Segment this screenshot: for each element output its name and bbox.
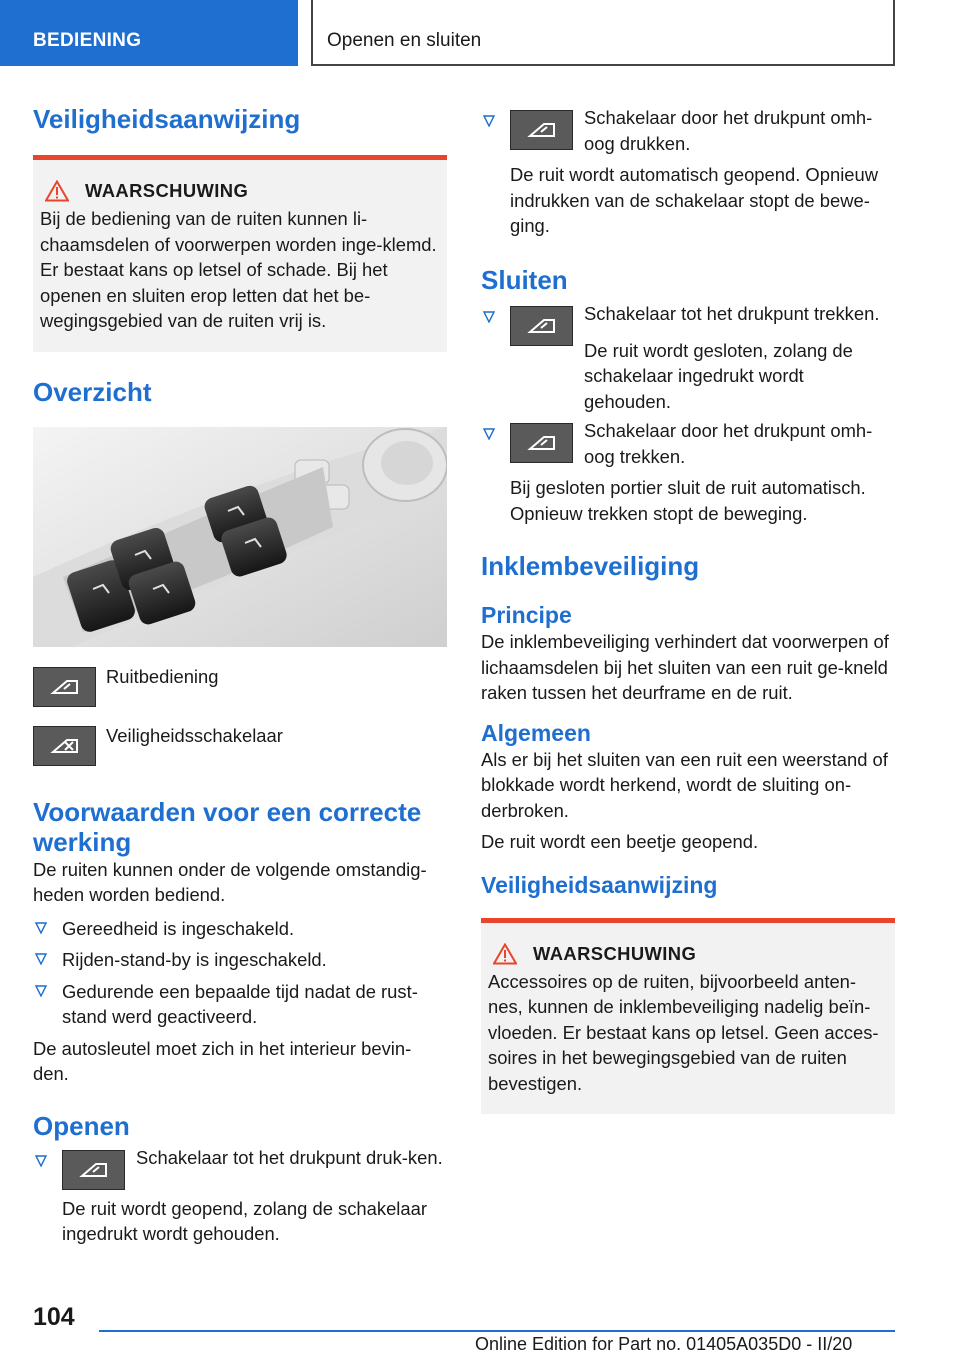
bullet-triangle-icon	[35, 953, 47, 965]
right-column	[481, 96, 895, 1114]
general-heading: Algemeen	[481, 719, 591, 746]
safety-switch-icon	[33, 726, 96, 766]
bullet-triangle-icon	[35, 985, 47, 997]
open-heading: Openen	[33, 1110, 130, 1141]
page-title-box	[311, 0, 895, 66]
page-title: Openen en sluiten	[327, 30, 482, 51]
warning-title: WAARSCHUWING	[533, 942, 697, 964]
left-column	[33, 96, 447, 1247]
principle-text: De inklembeveiliging verhindert dat voorwerpen of lichaamsdelen bij het sluiten van een ruit ge-kneld raken tussen het deurframe en de ruit.	[481, 631, 889, 703]
conditions-intro: De ruiten kunnen onder de volgende omstandig-heden worden bediend.	[33, 858, 427, 905]
conditions-heading: Voorwaarden voor een correcte werking	[33, 796, 422, 857]
list-item	[481, 302, 895, 415]
bullet-triangle-icon	[35, 1155, 47, 1167]
step-result: Bij gesloten portier sluit de ruit automatisch. Opnieuw trekken stopt de beweging.	[510, 477, 866, 524]
list-item	[481, 422, 895, 526]
step-action: Schakelaar tot het drukpunt trekken.	[584, 302, 880, 324]
window-switch-icon	[62, 1150, 125, 1190]
list-item: Rijden-stand-by is ingeschakeld.	[33, 947, 447, 973]
warning-text: Accessoires op de ruiten, bijvoorbeeld anten-nes, kunnen de inklembeveiliging nadelig beïn-vloeden. Er bestaat kans op letsel. Geen acces-soires in het bewegingsgebied van de ruiten bevestigen.	[488, 970, 879, 1094]
warning-title: WAARSCHUWING	[85, 180, 249, 201]
step-action: Schakelaar door het drukpunt omh-oog drukken.	[584, 107, 873, 154]
legend-item-safety-switch	[33, 726, 447, 766]
warning-triangle-icon	[493, 943, 517, 965]
warning-text: Bij de bediening van de ruiten kunnen li-chaamsdelen of voorwerpen worden inge-klemd. Er bestaat kans op letsel of schade. Bij het openen en sluiten erop letten dat het be-wegingsgebied van de ruiten vrij is.	[40, 208, 437, 331]
step-result: De ruit wordt gesloten, zolang de schakelaar ingedrukt wordt gehouden.	[584, 339, 853, 412]
edition-text: Online Edition for Part no. 01405A035D0 - II/20	[475, 1334, 853, 1354]
bullet-triangle-icon	[483, 115, 495, 127]
step-action: Schakelaar door het drukpunt omh-oog trekken.	[584, 420, 873, 467]
principle-heading: Principe	[481, 602, 572, 628]
safety-heading: Veiligheidsaanwijzing	[481, 871, 718, 898]
list-item: Gedurende een bepaalde tijd nadat de rust-stand werd geactiveerd.	[33, 979, 447, 1030]
legend-label: Veiligheidsschakelaar	[106, 724, 283, 746]
list-item	[481, 109, 895, 239]
conditions-note: De autosleutel moet zich in het interieur bevin-den.	[33, 1037, 412, 1084]
legend-item-window-switch	[33, 667, 447, 707]
step-action: Schakelaar tot het drukpunt druk-ken.	[136, 1146, 443, 1168]
list-item: Gereedheid is ingeschakeld.	[33, 916, 447, 942]
general-text: Als er bij het sluiten van een ruit een weerstand of blokkade wordt herkend, wordt de sluiting on-derbroken.	[481, 748, 888, 821]
bullet-triangle-icon	[483, 428, 495, 440]
window-switch-icon	[510, 110, 573, 150]
general-text: De ruit wordt een beetje geopend.	[481, 831, 759, 852]
window-switch-photo	[33, 427, 447, 647]
step-result: De ruit wordt geopend, zolang de schakelaar ingedrukt wordt gehouden.	[62, 1197, 427, 1244]
chapter-tab	[0, 0, 298, 66]
window-switch-icon	[510, 423, 573, 463]
warning-box	[33, 155, 447, 352]
footer-divider	[99, 1330, 895, 1332]
pinch-protection-heading: Inklembeveiliging	[481, 551, 700, 581]
window-switch-icon	[33, 667, 96, 707]
warning-box	[481, 918, 895, 1115]
legend-label: Ruitbediening	[106, 665, 219, 687]
chapter-label: BEDIENING	[33, 30, 142, 51]
page-number: 104	[33, 1303, 75, 1331]
close-heading: Sluiten	[481, 264, 568, 295]
warning-triangle-icon	[45, 180, 69, 202]
bullet-triangle-icon	[483, 311, 495, 323]
window-switch-icon	[510, 306, 573, 346]
overview-heading: Overzicht	[33, 376, 152, 407]
list-item	[33, 1146, 447, 1247]
bullet-triangle-icon	[35, 922, 47, 934]
safety-heading: Veiligheidsaanwijzing	[33, 104, 301, 134]
step-result: De ruit wordt automatisch geopend. Opnieuw indrukken van de schakelaar stopt de bewe-ging.	[510, 164, 879, 236]
